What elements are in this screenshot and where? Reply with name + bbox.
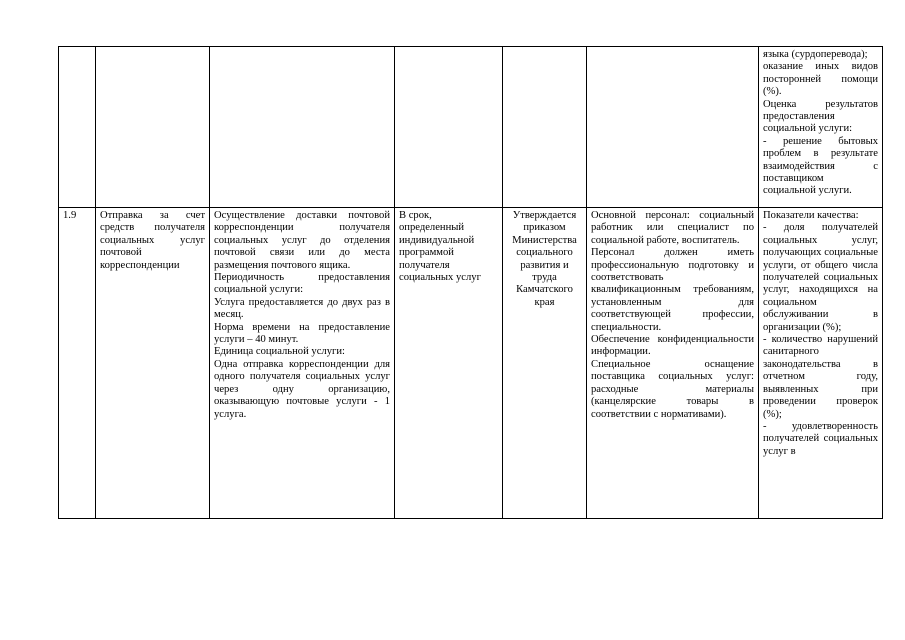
conditions-line: Специальное оснащение поставщика социальных услуг: расходные материалы (канцелярские товары в соответствии с нормативами). bbox=[591, 358, 754, 420]
text-line: языка (сурдоперевода); bbox=[763, 49, 868, 60]
description-line: Норма времени на предоставление услуги – 40 минут. bbox=[214, 321, 390, 346]
cell-conditions bbox=[587, 208, 759, 519]
description-line: Осуществление доставки почтовой корреспонденции получателя социальных услуг до отделения почтовой связи или до места размещения почтового ящика. bbox=[214, 210, 390, 271]
cell-service-name bbox=[96, 208, 210, 519]
cell-number-empty bbox=[59, 47, 96, 208]
service-name: Отправка за счет средств получателя социальных услуг почтовой корреспонденции bbox=[100, 210, 205, 271]
tariff-text: Утверждается приказом Министерства социального развития и труда Камчатского края bbox=[512, 210, 577, 308]
indicators-line: - количество нарушений санитарного законодательства в отчетном году, выявленных при проведении проверок (%); bbox=[763, 334, 878, 420]
conditions-line: Основной персонал: социальный работник или специалист по социальной работе, воспитатель. bbox=[591, 210, 754, 246]
cell-description bbox=[210, 208, 395, 519]
conditions-line: Обеспечение конфиденциальности информации. bbox=[591, 334, 754, 358]
table-row-continued bbox=[59, 47, 883, 208]
row-number: 1.9 bbox=[63, 210, 77, 221]
cell-number bbox=[59, 208, 96, 519]
cell-term-empty bbox=[395, 47, 503, 208]
conditions-line: Персонал должен иметь профессиональную подготовку и соответствовать квалификационным требованиям, установленным для соответствующей профессии, специальности. bbox=[591, 247, 754, 333]
cell-description-empty bbox=[210, 47, 395, 208]
services-table bbox=[58, 46, 883, 519]
description-line: Единица социальной услуги: bbox=[214, 346, 345, 358]
cell-term bbox=[395, 208, 503, 519]
text-line: Оценка результатов предоставления социальной услуги: bbox=[763, 98, 878, 135]
cell-conditions-empty bbox=[587, 47, 759, 208]
table-row-1-9 bbox=[59, 208, 883, 519]
description-line: Услуга предоставляется до двух раз в месяц. bbox=[214, 296, 390, 321]
cell-name-empty bbox=[96, 47, 210, 208]
indicators-line: Показатели качества: bbox=[763, 210, 859, 221]
text-line: оказание иных видов посторонней помощи (%). bbox=[763, 61, 878, 98]
cell-tariff bbox=[503, 208, 587, 519]
description-line: Одна отправка корреспонденции для одного получателя социальных услуг через одну организацию, оказывающую почтовые услуги - 1 услуга. bbox=[214, 358, 390, 420]
text-line: - решение бытовых проблем в результате взаимодействия с поставщиком социальной услуги. bbox=[763, 135, 878, 197]
description-line: Периодичность предоставления социальной услуги: bbox=[214, 272, 390, 296]
cell-indicators bbox=[759, 208, 883, 519]
cell-indicators-continued bbox=[759, 47, 883, 208]
cell-tariff-empty bbox=[503, 47, 587, 208]
term-text: В срок, определенный индивидуальной программой получателя социальных услуг bbox=[399, 210, 481, 284]
indicators-line: - доля получателей социальных услуг, получающих социальные услуги, от общего числа получателей социальных услуг, находящихся на социальном обслуживании в организации (%); bbox=[763, 222, 878, 333]
indicators-line: - удовлетворенность получателей социальных услуг в bbox=[763, 420, 878, 457]
